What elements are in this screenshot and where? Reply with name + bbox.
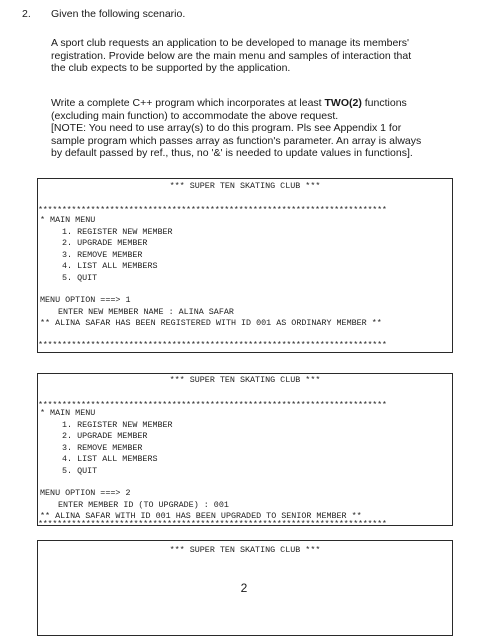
task-line: (excluding main function) to accommodate the above request. [51, 109, 339, 122]
task-text: functions [361, 97, 407, 109]
menu-option-line: MENU OPTION ===> 2 [40, 488, 131, 498]
menu-item: 5. QUIT [62, 273, 98, 283]
note-line: [NOTE: You need to use array(s) to do this program. Pls see Appendix 1 for [51, 122, 402, 135]
scenario-line: A sport club requests an application to be developed to manage its members' [51, 37, 410, 49]
page-number: 2 [240, 581, 248, 595]
menu-item: 5. QUIT [62, 466, 98, 476]
result-line: ** ALINA SAFAR WITH ID 001 HAS BEEN UPGRADED TO SENIOR MEMBER ** [40, 511, 362, 521]
note-line: by default passed by ref., thus, no '&' is needed to update values in functions]. [51, 147, 413, 160]
note-line: sample program which passes array as function's parameter. An array is always [51, 134, 422, 147]
menu-item: 3. REMOVE MEMBER [62, 443, 143, 453]
question-heading: Given the following scenario. [51, 8, 186, 20]
scenario-line: registration. Provide below are the main menu and samples of interaction that [51, 49, 412, 62]
menu-item: 2. UPGRADE MEMBER [62, 238, 148, 248]
console-separator: ************************************************************************* [38, 340, 387, 350]
scenario-paragraph [51, 37, 459, 75]
menu-heading: * MAIN MENU [40, 408, 96, 418]
prompt-line: ENTER NEW MEMBER NAME : ALINA SAFAR [58, 307, 234, 317]
console-sample-upgrade [37, 373, 453, 526]
console-separator: ************************************************************************* [38, 519, 387, 526]
menu-heading: * MAIN MENU [40, 215, 96, 225]
console-title: *** SUPER TEN SKATING CLUB *** [169, 545, 321, 555]
console-title: *** SUPER TEN SKATING CLUB *** [169, 181, 321, 191]
console-title: *** SUPER TEN SKATING CLUB *** [169, 375, 321, 385]
task-paragraph [51, 97, 459, 160]
menu-item: 2. UPGRADE MEMBER [62, 431, 148, 441]
menu-option-line: MENU OPTION ===> 1 [40, 295, 131, 305]
menu-item: 3. REMOVE MEMBER [62, 250, 143, 260]
task-text: Write a complete C++ program which incorporates at least [51, 97, 325, 109]
scenario-line: the club expects to be supported by the application. [51, 62, 291, 75]
menu-item: 4. LIST ALL MEMBERS [62, 454, 158, 464]
menu-item: 1. REGISTER NEW MEMBER [62, 420, 173, 430]
console-separator: ************************************************************************* [38, 400, 387, 410]
menu-item: 1. REGISTER NEW MEMBER [62, 227, 173, 237]
task-line [51, 97, 459, 110]
prompt-line: ENTER MEMBER ID (TO UPGRADE) : 001 [58, 500, 229, 510]
console-separator: ************************************************************************* [38, 205, 387, 215]
question-number: 2. [22, 8, 31, 20]
menu-item: 4. LIST ALL MEMBERS [62, 261, 158, 271]
console-sample-register [37, 178, 453, 353]
task-bold-count: TWO(2) [324, 97, 362, 109]
result-line: ** ALINA SAFAR HAS BEEN REGISTERED WITH ID 001 AS ORDINARY MEMBER ** [40, 318, 382, 328]
